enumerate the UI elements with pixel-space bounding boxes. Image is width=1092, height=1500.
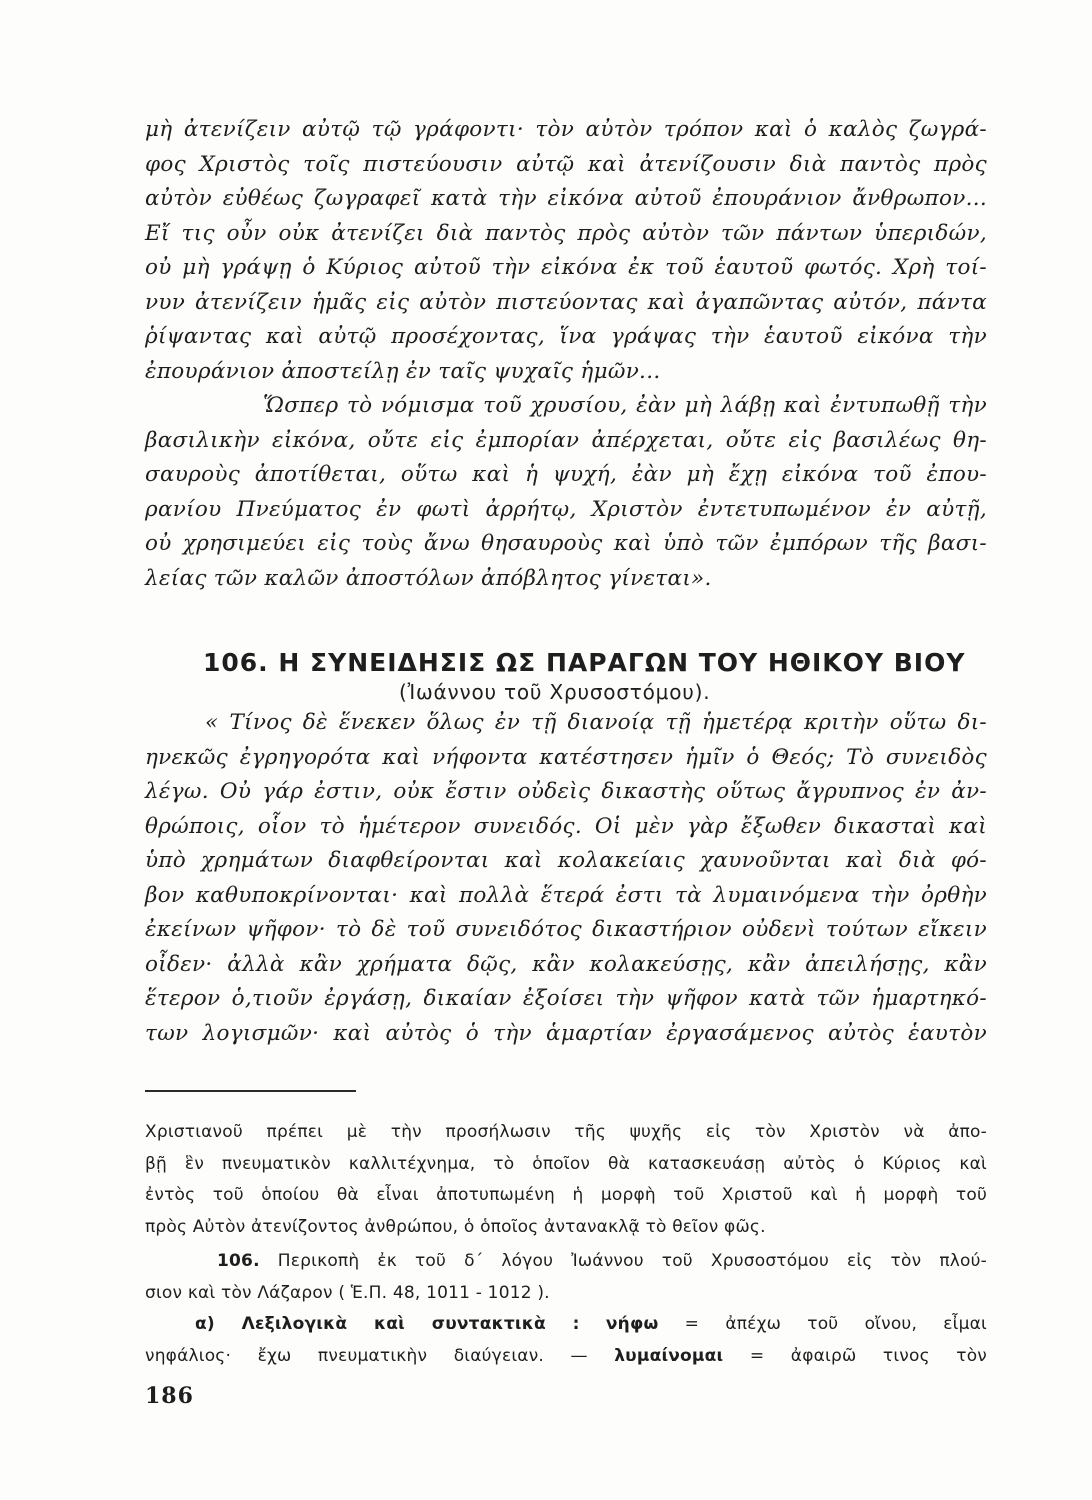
text-line: βασιλικὴν εἰκόνα, οὔτε εἰς ἐμπορίαν ἀπέρχεται, οὔτε εἰς βασιλέως θη-: [145, 427, 987, 453]
text-line: ρανίου Πνεύματος ἐν φωτὶ ἀρρήτῳ, Χριστὸν ἐντετυπωμένον ἐν αὐτῇ,: [145, 496, 987, 522]
text-line: οὐ χρησιμεύει εἰς τοὺς ἄνω θησαυροὺς καὶ ὑπὸ τῶν ἐμπόρων τῆς βασι-: [145, 531, 987, 556]
text-line: αὐτὸν εὐθέως ζωγραφεῖ κατὰ τὴν εἰκόνα αὐτοῦ ἐπουράνιον ἄνθρωπον...: [145, 186, 987, 211]
text-line: νυν ἀτενίζειν ἡμᾶς εἰς αὐτὸν πιστεύοντας καὶ ἀγαπῶντας αὐτόν, πάντα: [145, 289, 987, 315]
section-heading: 106. Η ΣΥΝΕΙΔΗΣΙΣ ΩΣ ΠΑΡΑΓΩΝ ΤΟΥ ΗΘΙΚΟΥ ΒΙΟΥ: [203, 648, 966, 677]
text-line: Εἴ τις οὖν οὐκ ἀτενίζει διὰ παντὸς πρὸς αὐτὸν τῶν πάντων ὑπεριδών,: [145, 220, 987, 246]
text-line: ἐπουράνιον ἀποστείλῃ ἐν ταῖς ψυχαῖς ἡμῶν...: [145, 358, 661, 384]
text-line: ὑπὸ χρημάτων διαφθείρονται καὶ κολακείαις χαυνοῦνται καὶ διὰ φό-: [145, 848, 987, 873]
text-line: ῥίψαντας καὶ αὐτῷ προσέχοντας, ἵνα γράψας τὴν ἑαυτοῦ εἰκόνα τὴν: [145, 324, 987, 349]
commentary-line: σιον καὶ τὸν Λάζαρον ( Ἑ.Π. 48, 1011 - 1012 ).: [145, 1282, 550, 1303]
text-line: οἶδεν· ἀλλὰ κἂν χρήματα δῷς, κἂν κολακεύσῃς, κἂν ἀπειλήσῃς, κἂν: [145, 951, 987, 977]
reference-text: Περικοπὴ ἐκ τοῦ δ΄ λόγου Ἰωάννου τοῦ Χρυσοστόμου εἰς τὸν πλού-: [277, 1251, 987, 1271]
quoted-passage-bottom: [145, 706, 987, 1051]
glossary-definition: = ἀπέχω τοῦ οἴνου, εἶμαι: [684, 1314, 988, 1334]
footnote-divider: [145, 1090, 356, 1092]
quoted-passage-top: [145, 113, 987, 596]
text-line: φος Χριστὸς τοῖς πιστεύουσιν αὐτῷ καὶ ἀτενίζουσιν διὰ παντὸς πρὸς: [145, 151, 987, 177]
text-line: θρώποις, οἷον τὸ ἡμέτερον συνειδός. Οἱ μὲν γὰρ ἔξωθεν δικασταὶ καὶ: [145, 813, 987, 839]
footnote: [145, 1117, 987, 1243]
text-line: οὐ μὴ γράψῃ ὁ Κύριος αὐτοῦ τὴν εἰκόνα ἐκ τοῦ ἑαυτοῦ φωτός. Χρὴ τοί-: [145, 255, 987, 280]
text-line: Ὥσπερ τὸ νόμισμα τοῦ χρυσίου, ἐὰν μὴ λάβῃ καὶ ἐντυπωθῇ τὴν: [263, 393, 987, 418]
text-line: ἐκείνων ψῆφον· τὸ δὲ τοῦ συνειδότος δικαστήριον οὐδενὶ τούτων εἴκειν: [145, 917, 987, 942]
text-line: μὴ ἀτενίζειν αὐτῷ τῷ γράφοντι· τὸν αὐτὸν τρόπον καὶ ὁ καλὸς ζωγρά-: [145, 117, 987, 142]
text-line: λείας τῶν καλῶν ἀποστόλων ἀπόβλητος γίνεται».: [145, 565, 712, 591]
text-line: ἕτερον ὁ,τιοῦν ἐργάσῃ, δικαίαν ἐξοίσει τὴν ψῆφον κατὰ τῶν ἡμαρτηκό-: [145, 986, 987, 1011]
commentary-line: [145, 1309, 987, 1341]
lexical-label: α) Λεξιλογικὰ καὶ συντακτικὰ :: [195, 1314, 580, 1334]
text-line: των λογισμῶν· καὶ αὐτὸς ὁ τὴν ἁμαρτίαν ἐργασάμενος αὐτὸς ἑαυτὸν: [145, 1020, 987, 1046]
footnote-line: Χριστιανοῦ πρέπει μὲ τὴν προσήλωσιν τῆς ψυχῆς εἰς τὸν Χριστὸν νὰ ἀπο-: [145, 1122, 987, 1142]
text-line: « Τίνος δὲ ἕνεκεν ὅλως ἐν τῇ διανοίᾳ τῇ ἡμετέρᾳ κριτὴν οὕτω δι-: [205, 710, 987, 735]
glossary-term: λυμαίνομαι: [614, 1345, 724, 1366]
section-subtitle: (Ἰωάννου τοῦ Χρυσοστόμου).: [399, 680, 711, 704]
footnote-line: βῇ ἓν πνευματικὸν καλλιτέχνημα, τὸ ὁποῖον θὰ κατασκευάσῃ αὐτὸς ὁ Κύριος καὶ: [145, 1153, 987, 1174]
commentary: [145, 1246, 987, 1372]
footnote-line: ἐντὸς τοῦ ὁποίου θὰ εἶναι ἀποτυπωμένη ἡ μορφὴ τοῦ Χριστοῦ καὶ ἡ μορφὴ τοῦ: [145, 1185, 987, 1205]
text-line: βον καθυποκρίνονται· καὶ πολλὰ ἕτερά ἐστι τὰ λυμαινόμενα τὴν ὀρθὴν: [145, 882, 987, 908]
reference-number: 106.: [217, 1251, 260, 1271]
text-line: λέγω. Οὐ γάρ ἐστιν, οὐκ ἔστιν οὐδεὶς δικαστὴς οὕτως ἄγρυπνος ἐν ἀν-: [145, 779, 987, 804]
commentary-line: [145, 1246, 987, 1278]
page-number: 186: [145, 1383, 194, 1409]
commentary-line: [145, 1341, 987, 1373]
glossary-definition: νηφάλιος· ἔχω πνευματικὴν διαύγειαν. —: [145, 1345, 588, 1366]
text-line: σαυροὺς ἀποτίθεται, οὕτω καὶ ἡ ψυχή, ἐὰν μὴ ἔχῃ εἰκόνα τοῦ ἐπου-: [145, 462, 987, 487]
footnote-line: πρὸς Αὐτὸν ἀτενίζοντος ἀνθρώπου, ὁ ὁποῖος ἀντανακλᾷ τὸ θεῖον φῶς.: [145, 1216, 766, 1237]
glossary-term: νήφω: [605, 1314, 659, 1334]
text-line: ηνεκῶς ἐγρηγορότα καὶ νήφοντα κατέστησεν ἡμῖν ὁ Θεός; Τὸ συνειδὸς: [145, 744, 987, 770]
glossary-definition: = ἀφαιρῶ τινος τὸν: [749, 1345, 988, 1366]
